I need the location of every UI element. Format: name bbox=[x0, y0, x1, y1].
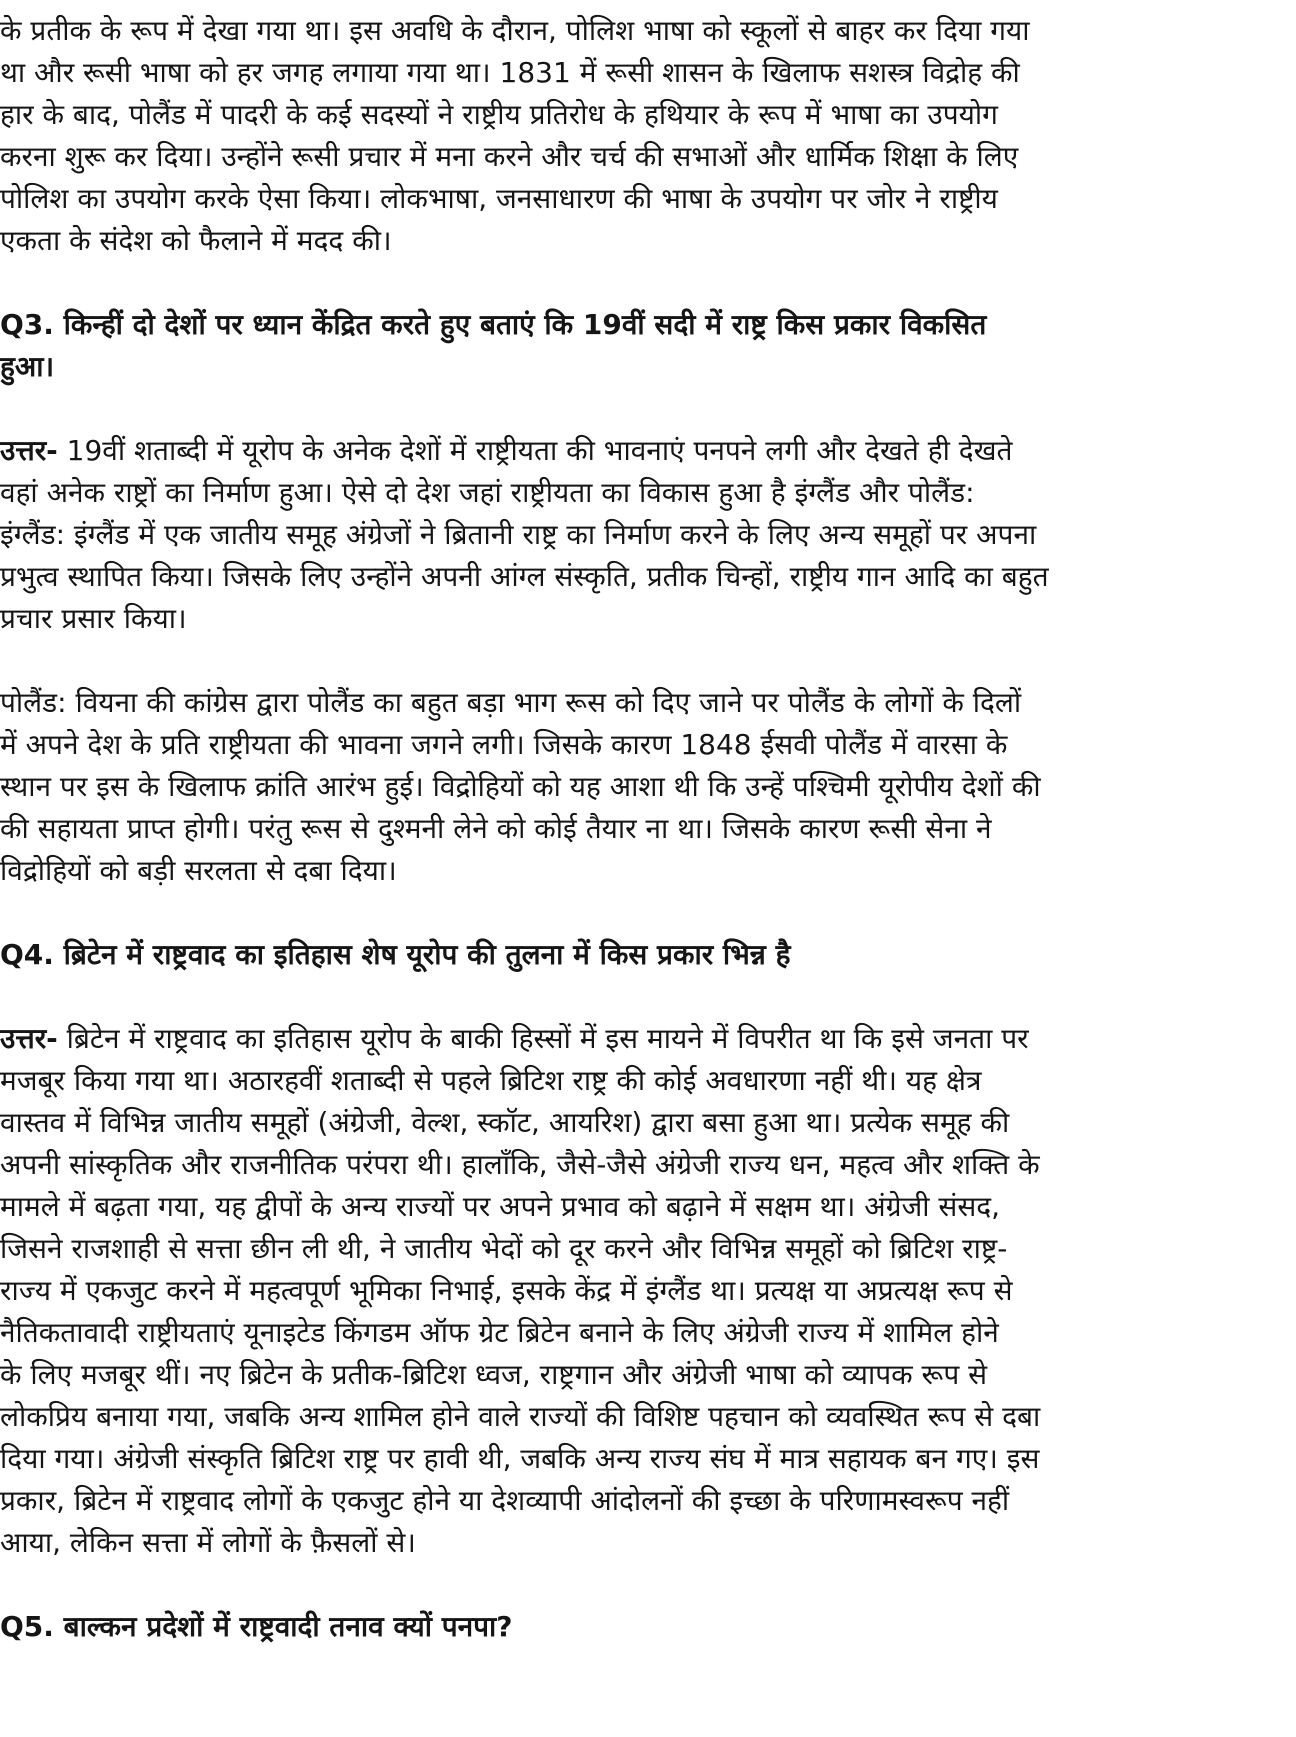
answer-label: उत्तर- bbox=[0, 434, 58, 467]
text-line bbox=[0, 10, 1296, 52]
line-text: इंग्लैंड: इंग्लैंड में एक जातीय समूह अंग्रेजों ने ब्रितानी राष्ट्र का निर्माण करने के लिए अन्य समूहों पर अपना bbox=[0, 518, 1037, 551]
answer-paragraph bbox=[0, 430, 1296, 640]
text-line bbox=[0, 682, 1296, 724]
line-text: Q5. बाल्कन प्रदेशों में राष्ट्रवादी तनाव क्यों पनपा? bbox=[0, 1610, 513, 1643]
text-line bbox=[0, 934, 1296, 976]
line-text: मजबूर किया गया था। अठारहवीं शताब्दी से पहले ब्रिटिश राष्ट्र की कोई अवधारणा नहीं थी। यह क्षेत्र bbox=[0, 1064, 982, 1097]
line-text: स्थान पर इस के खिलाफ क्रांति आरंभ हुई। विद्रोहियों को यह आशा थी कि उन्हें पश्चिमी यूरोपीय देशों की bbox=[0, 770, 1041, 803]
text-line bbox=[0, 1270, 1296, 1312]
text-line bbox=[0, 1060, 1296, 1102]
line-text: अपनी सांस्कृतिक और राजनीतिक परंपरा थी। हालाँकि, जैसे-जैसे अंग्रेजी राज्य धन, महत्व और शक्ति के bbox=[0, 1148, 1040, 1181]
line-text: विद्रोहियों को बड़ी सरलता से दबा दिया। bbox=[0, 854, 397, 887]
text-line bbox=[0, 136, 1296, 178]
text-line bbox=[0, 556, 1296, 598]
line-text: के लिए मजबूर थीं। नए ब्रिटेन के प्रतीक-ब्रिटिश ध्वज, राष्ट्रगान और अंग्रेजी भाषा को व्यापक रूप से bbox=[0, 1358, 988, 1391]
line-text: लोकप्रिय बनाया गया, जबकि अन्य शामिल होने वाले राज्यों की विशिष्ट पहचान को व्यवस्थित रूप से दबा bbox=[0, 1400, 1041, 1433]
line-text: जिसने राजशाही से सत्ता छीन ली थी, ने जातीय भेदों को दूर करने और विभिन्न समूहों को ब्रिटिश राष्ट्र- bbox=[0, 1232, 1008, 1265]
question-heading bbox=[0, 934, 1296, 976]
text-line bbox=[0, 1354, 1296, 1396]
line-text: वहां अनेक राष्ट्रों का निर्माण हुआ। ऐसे दो देश जहां राष्ट्रीयता का विकास हुआ है इंग्लैंड और पोलैंड: bbox=[0, 476, 975, 509]
line-text: राज्य में एकजुट करने में महत्वपूर्ण भूमिका निभाई, इसके केंद्र में इंग्लैंड था। प्रत्यक्ष या अप्रत्यक्ष रूप से bbox=[0, 1274, 1013, 1307]
line-text: की सहायता प्राप्त होगी। परंतु रूस से दुश्मनी लेने को कोई तैयार ना था। जिसके कारण रूसी सेना ने bbox=[0, 812, 992, 845]
text-line bbox=[0, 220, 1296, 262]
question-heading bbox=[0, 304, 1296, 388]
line-text: प्रभुत्व स्थापित किया। जिसके लिए उन्होंने अपनी आंग्ल संस्कृति, प्रतीक चिन्हों, राष्ट्रीय गान आदि का बहुत bbox=[0, 560, 1049, 593]
line-text: करना शुरू कर दिया। उन्होंने रूसी प्रचार में मना करने और चर्च की सभाओं और धार्मिक शिक्षा के लिए bbox=[0, 140, 1019, 173]
answer-paragraph bbox=[0, 1018, 1296, 1564]
text-line bbox=[0, 1606, 1296, 1648]
line-text: पोलैंड: वियना की कांग्रेस द्वारा पोलैंड का बहुत बड़ा भाग रूस को दिए जाने पर पोलैंड के लोगों के दिलों bbox=[0, 686, 1022, 719]
line-text: Q4. ब्रिटेन में राष्ट्रवाद का इतिहास शेष यूरोप की तुलना में किस प्रकार भिन्न है bbox=[0, 938, 791, 971]
text-line bbox=[0, 1102, 1296, 1144]
text-line bbox=[0, 1312, 1296, 1354]
line-text: Q3. किन्हीं दो देशों पर ध्यान केंद्रित करते हुए बताएं कि 19वीं सदी में राष्ट्र किस प्रकार विकसित bbox=[0, 308, 987, 341]
line-text: एकता के संदेश को फैलाने में मदद की। bbox=[0, 224, 392, 257]
text-line bbox=[0, 178, 1296, 220]
line-text: मामले में बढ़ता गया, यह द्वीपों के अन्य राज्यों पर अपने प्रभाव को बढ़ाने में सक्षम था। अंग्रेजी संसद, bbox=[0, 1190, 1001, 1223]
line-text: में अपने देश के प्रति राष्ट्रीयता की भावना जगने लगी। जिसके कारण 1848 ईसवी पोलैंड में वारसा के bbox=[0, 728, 1008, 761]
text-line bbox=[0, 808, 1296, 850]
text-line bbox=[0, 346, 1296, 388]
text-line bbox=[0, 724, 1296, 766]
line-text: नैतिकतावादी राष्ट्रीयताएं यूनाइटेड किंगडम ऑफ ग्रेट ब्रिटेन बनाने के लिए अंग्रेजी राज्य में शामिल होने bbox=[0, 1316, 999, 1349]
text-line bbox=[0, 598, 1296, 640]
text-line bbox=[0, 850, 1296, 892]
paragraph bbox=[0, 10, 1296, 262]
question-heading bbox=[0, 1606, 1296, 1648]
line-text: प्रचार प्रसार किया। bbox=[0, 602, 187, 635]
line-text: के प्रतीक के रूप में देखा गया था। इस अवधि के दौरान, पोलिश भाषा को स्कूलों से बाहर कर दिया गया bbox=[0, 14, 1030, 47]
text-line bbox=[0, 514, 1296, 556]
text-line bbox=[0, 94, 1296, 136]
text-line bbox=[0, 472, 1296, 514]
line-text: ब्रिटेन में राष्ट्रवाद का इतिहास यूरोप के बाकी हिस्सों में इस मायने में विपरीत था कि इसे जनता पर bbox=[57, 1022, 1029, 1055]
line-text: आया, लेकिन सत्ता में लोगों के फ़ैसलों से। bbox=[0, 1526, 416, 1559]
line-text: पोलिश का उपयोग करके ऐसा किया। लोकभाषा, जनसाधारण की भाषा के उपयोग पर जोर ने राष्ट्रीय bbox=[0, 182, 998, 215]
line-text: हार के बाद, पोलैंड में पादरी के कई सदस्यों ने राष्ट्रीय प्रतिरोध के हथियार के रूप में भाषा का उपयोग bbox=[0, 98, 998, 131]
line-text: हुआ। bbox=[0, 350, 55, 383]
line-text: प्रकार, ब्रिटेन में राष्ट्रवाद लोगों के एकजुट होने या देशव्यापी आंदोलनों की इच्छा के परिणामस्वरूप नहीं bbox=[0, 1484, 1010, 1517]
line-text: दिया गया। अंग्रेजी संस्कृति ब्रिटिश राष्ट्र पर हावी थी, जबकि अन्य राज्य संघ में मात्र सहायक बन गए। इस bbox=[0, 1442, 1040, 1475]
text-line bbox=[0, 1228, 1296, 1270]
answer-label: उत्तर- bbox=[0, 1022, 58, 1055]
text-line bbox=[0, 304, 1296, 346]
text-line bbox=[0, 1186, 1296, 1228]
text-line bbox=[0, 766, 1296, 808]
text-line bbox=[0, 1522, 1296, 1564]
text-line bbox=[0, 1396, 1296, 1438]
text-line bbox=[0, 430, 1296, 472]
text-line bbox=[0, 52, 1296, 94]
text-line bbox=[0, 1480, 1296, 1522]
paragraph bbox=[0, 682, 1296, 892]
line-text: 19वीं शताब्दी में यूरोप के अनेक देशों में राष्ट्रीयता की भावनाएं पनपने लगी और देखते ही देखते bbox=[57, 434, 1013, 467]
line-text: वास्तव में विभिन्न जातीय समूहों (अंग्रेजी, वेल्श, स्कॉट, आयरिश) द्वारा बसा हुआ था। प्रत्येक समूह की bbox=[0, 1106, 1010, 1139]
text-line bbox=[0, 1018, 1296, 1060]
text-line bbox=[0, 1438, 1296, 1480]
text-line bbox=[0, 1144, 1296, 1186]
line-text: था और रूसी भाषा को हर जगह लगाया गया था। 1831 में रूसी शासन के खिलाफ सशस्त्र विद्रोह की bbox=[0, 56, 1020, 89]
